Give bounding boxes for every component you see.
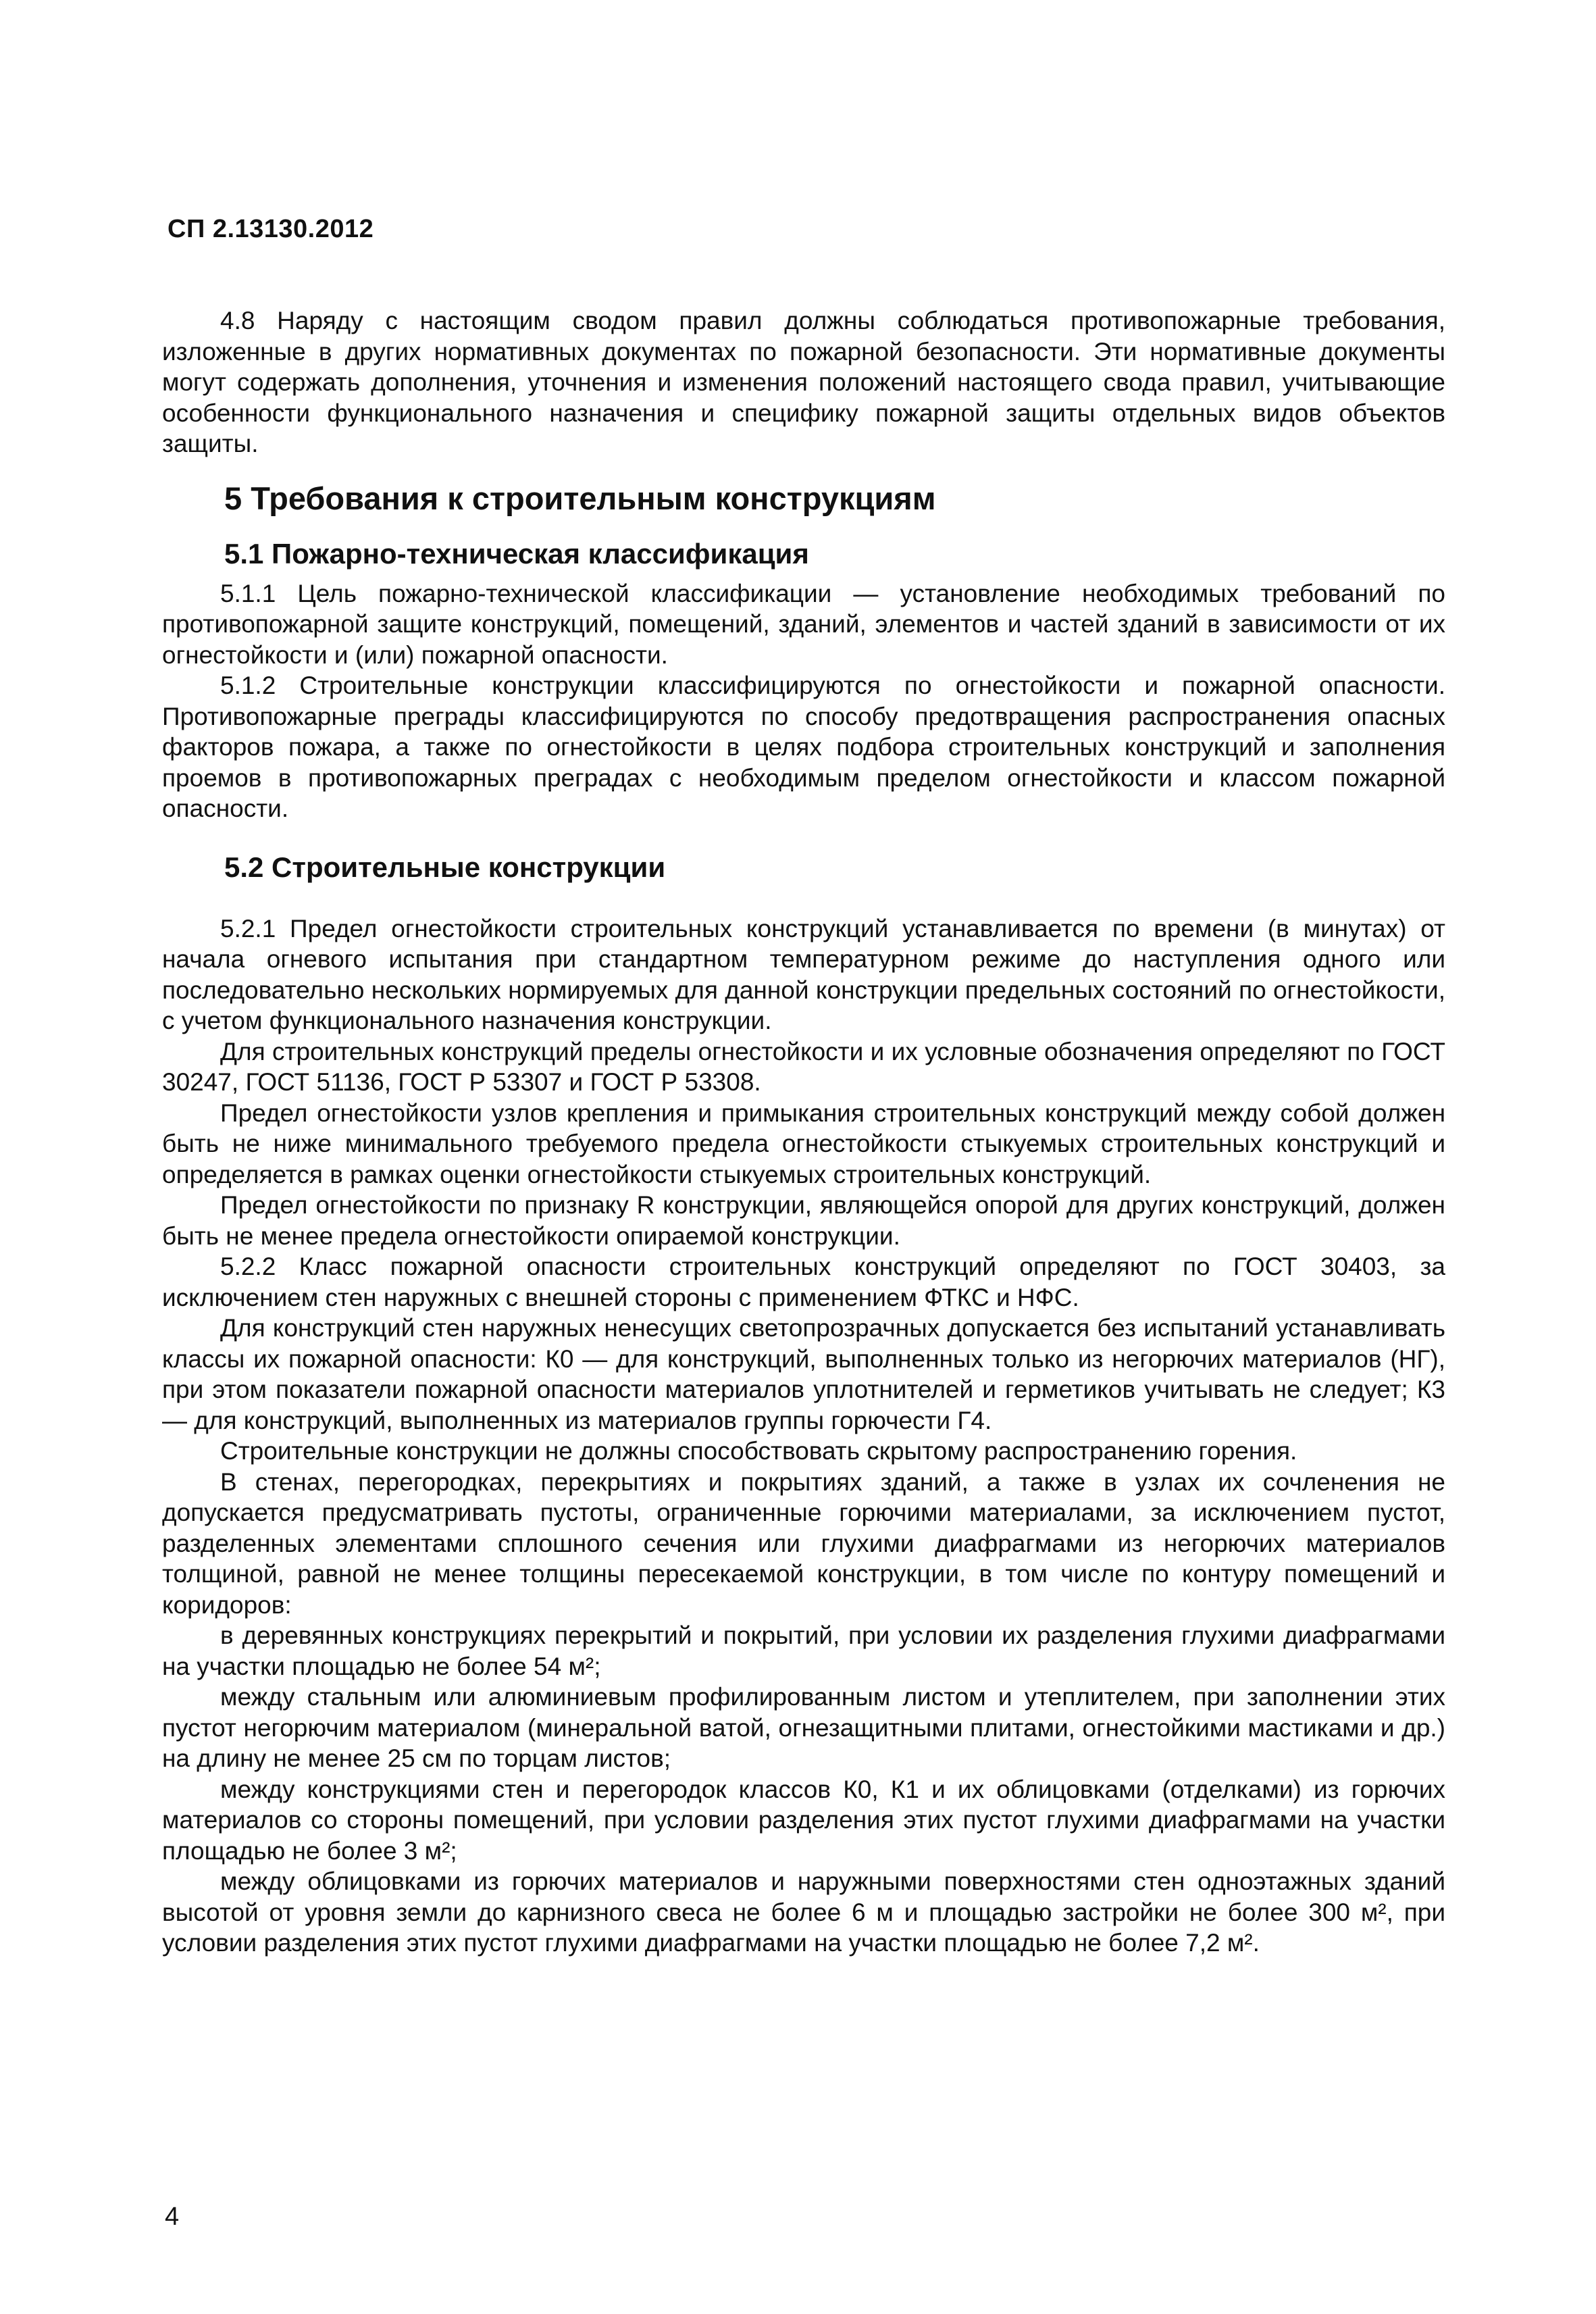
paragraph-transparent-walls: Для конструкций стен наружных ненесущих светопрозрачных допускается без испытаний устанавливать классы их пожарной опасности: К0 — для конструкций, выполненных только из негорючих материалов (НГ), при этом показатели пожарной опасности материалов уплотнителей и герметиков учитывать не следует; К3 — для конструкций, выполненных из материалов группы горючести Г4.	[162, 1314, 1445, 1434]
section-5-1-heading: 5.1 Пожарно-техническая классификация	[224, 537, 809, 570]
section-5-heading: 5 Требования к строительным конструкциям	[224, 480, 936, 516]
paragraph-load-bearing-r: Предел огнестойкости по признаку R конструкции, являющейся опорой для других конструкций, должен быть не менее предела огнестойкости опираемой конструкции.	[162, 1191, 1445, 1250]
paragraph-hidden-fire-spread: Строительные конструкции не должны способствовать скрытому распространению горения.	[220, 1437, 1297, 1465]
paragraph-5-1-1: 5.1.1 Цель пожарно-технической классификации — установление необходимых требований по противопожарной защите конструкций, помещений, зданий, элементов и частей зданий в зависимости от их огнестойкости и (или) пожарной опасности.	[162, 579, 1445, 669]
paragraph-5-2-1: 5.2.1 Предел огнестойкости строительных конструкций устанавливается по времени (в минутах) от начала огневого испытания при стандартном температурном режиме до наступления одного или последовательно нескольких нормируемых для данной конструкции предельных состояний по огнестойкости, с учетом функционального назначения конструкции.	[162, 914, 1445, 1034]
document-body	[162, 305, 1445, 1959]
paragraph-4-8: 4.8 Наряду с настоящим сводом правил должны соблюдаться противопожарные требования, изложенные в других нормативных документах по пожарной безопасности. Эти нормативные документы могут содержать дополнения, уточнения и изменения положений настоящего свода правил, учитывающие особенности функционального назначения и специфику пожарной защиты отдельных видов объектов защиты.	[162, 307, 1445, 457]
paragraph-5-2-2: 5.2.2 Класс пожарной опасности строительных конструкций определяют по ГОСТ 30403, за исключением стен наружных с внешней стороны с применением ФТКС и НФС.	[162, 1253, 1445, 1311]
paragraph-joint-fire-resistance: Предел огнестойкости узлов крепления и примыкания строительных конструкций между собой должен быть не ниже минимального требуемого предела огнестойкости стыкуемых строительных конструкций и определяется в рамках оценки огнестойкости стыкуемых строительных конструкций.	[162, 1099, 1445, 1188]
document-header: СП 2.13130.2012	[168, 215, 374, 243]
paragraph-5-1-2: 5.1.2 Строительные конструкции классифицируются по огнестойкости и пожарной опасности. Противопожарные преграды классифицируются по способу предотвращения распространения опасных факторов пожара, а также по огнестойкости в целях подбора строительных конструкций и заполнения проемов в противопожарных преградах с необходимым пределом огнестойкости и классом пожарной опасности.	[162, 672, 1445, 822]
list-item-wooden-floors: в деревянных конструкциях перекрытий и покрытий, при условии их разделения глухими диафрагмами на участки площадью не более 54 м²;	[162, 1621, 1445, 1680]
paragraph-fire-resistance-designations: Для строительных конструкций пределы огнестойкости и их условные обозначения определяют по ГОСТ 30247, ГОСТ 51136, ГОСТ Р 53307 и ГОСТ Р 53308.	[162, 1037, 1445, 1096]
page-number: 4	[165, 2203, 180, 2231]
list-item-exterior-cladding: между облицовками из горючих материалов и наружными поверхностями стен одноэтажных зданий высотой от уровня земли до карнизного свеса не более 6 м и площадью застройки не более 300 м², при условии разделения этих пустот глухими диафрагмами на участки площадью не более 7,2 м².	[162, 1867, 1445, 1957]
list-item-steel-profile: между стальным или алюминиевым профилированным листом и утеплителем, при заполнении этих пустот негорючим материалом (минеральной ватой, огнезащитными плитами, огнестойкими мастиками и др.) на длину не менее 25 см по торцам листов;	[162, 1683, 1445, 1772]
list-item-wall-cladding: между конструкциями стен и перегородок классов К0, К1 и их облицовками (отделками) из горючих материалов со стороны помещений, при условии разделения этих пустот глухими диафрагмами на участки площадью не более 3 м²;	[162, 1775, 1445, 1865]
section-5-2-heading: 5.2 Строительные конструкции	[224, 851, 666, 883]
paragraph-voids-rule: В стенах, перегородках, перекрытиях и покрытиях зданий, а также в узлах их сочленения не допускается предусматривать пустоты, ограниченные горючими материалами, за исключением пустот, разделенных элементами сплошного сечения или глухими диафрагмами из негорючих материалов толщиной, равной не менее толщины пересекаемой конструкции, в том числе по контуру помещений и коридоров:	[162, 1467, 1445, 1619]
